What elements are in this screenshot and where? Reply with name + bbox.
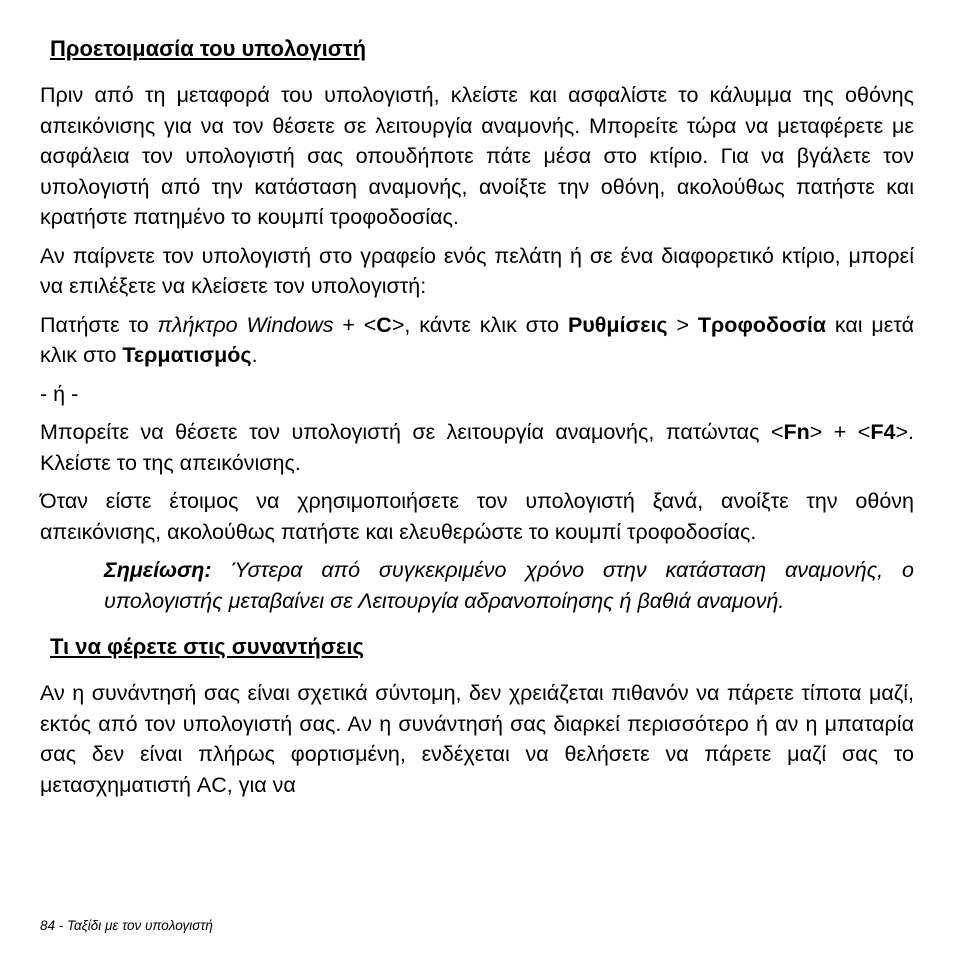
page-footer: 84 - Ταξίδι με τον υπολογιστή bbox=[40, 918, 213, 933]
or-separator: - ή - bbox=[40, 381, 79, 406]
paragraph-client-office: Αν παίρνετε τον υπολογιστή στο γραφείο ενός πελάτη ή σε ένα διαφορετικό κτίριο, μπορεί να επιλέξετε να κλείσετε τον υπολογιστή: bbox=[40, 243, 914, 298]
document-page bbox=[40, 32, 914, 800]
paragraph-shutdown-steps: Πατήστε το πλήκτρο Windows + <C>, κάντε κλικ στο Ρυθμίσεις > Τροφοδοσία και μετά κλικ στο Τερματισμός. bbox=[40, 312, 915, 367]
paragraph-preparing-intro: Πριν από τη μεταφορά του υπολογιστή, κλείστε και ασφαλίστε το κάλυμμα της οθόνης απεικόνισης για να τον θέσετε σε λειτουργία αναμονής. Μπορείτε τώρα να μεταφέρετε με ασφάλεια τον υπολογιστή σας οπουδήποτε πάτε μέσα στο κτίριο. Για να βγάλετε τον υπολογιστή από την κατάσταση αναμονής, ανοίξτε την οθόνη, ακολούθως πατήστε και κρατήστε πατημένο το κουμπί τροφοδοσίας. bbox=[40, 83, 914, 229]
paragraph-meetings: Αν η συνάντησή σας είναι σχετικά σύντομη, δεν χρειάζεται πιθανόν να πάρετε τίποτα μαζί, εκτός από τον υπολογιστή σας. Αν η συνάντησή σας διαρκεί περισσότερο ή αν η μπαταρία σας δεν είναι πλήρως φορτισμένη, ενδέχεται να θελήσετε να πάρετε μαζί σας το μετασχηματιστή AC, για να bbox=[40, 681, 914, 797]
power-term: Τροφοδοσία bbox=[697, 312, 827, 337]
section-heading-preparing-computer: Προετοιμασία του υπολογιστή bbox=[50, 36, 367, 61]
windows-key-text: πλήκτρο Windows bbox=[157, 312, 334, 337]
section-heading-meetings: Τι να φέρετε στις συναντήσεις bbox=[50, 634, 364, 659]
settings-term: Ρυθμίσεις bbox=[567, 312, 668, 337]
key-fn: Fn bbox=[783, 420, 810, 444]
note-block bbox=[104, 555, 914, 616]
paragraph-resume: Όταν είστε έτοιμος να χρησιμοποιήσετε τον υπολογιστή ξανά, ανοίξτε την οθόνη απεικόνισης, ακολούθως πατήστε και ελευθερώστε το κουμπί τροφοδοσίας. bbox=[40, 489, 914, 544]
note-label: Σημείωση: bbox=[104, 558, 212, 582]
key-c: C bbox=[376, 312, 392, 337]
paragraph-sleep-shortcut: Μπορείτε να θέσετε τον υπολογιστή σε λειτουργία αναμονής, πατώντας <Fn> + <F4>. Κλείστε το της απεικόνισης. bbox=[40, 420, 914, 475]
key-f4: F4 bbox=[870, 420, 896, 444]
shutdown-term: Τερματισμός bbox=[122, 343, 252, 367]
note-text: Ύστερα από συγκεκριμένο χρόνο στην κατάσταση αναμονής, ο υπολογιστής μεταβαίνει σε Λειτουργία αδρανοποίησης ή βαθιά αναμονή. bbox=[104, 558, 914, 613]
